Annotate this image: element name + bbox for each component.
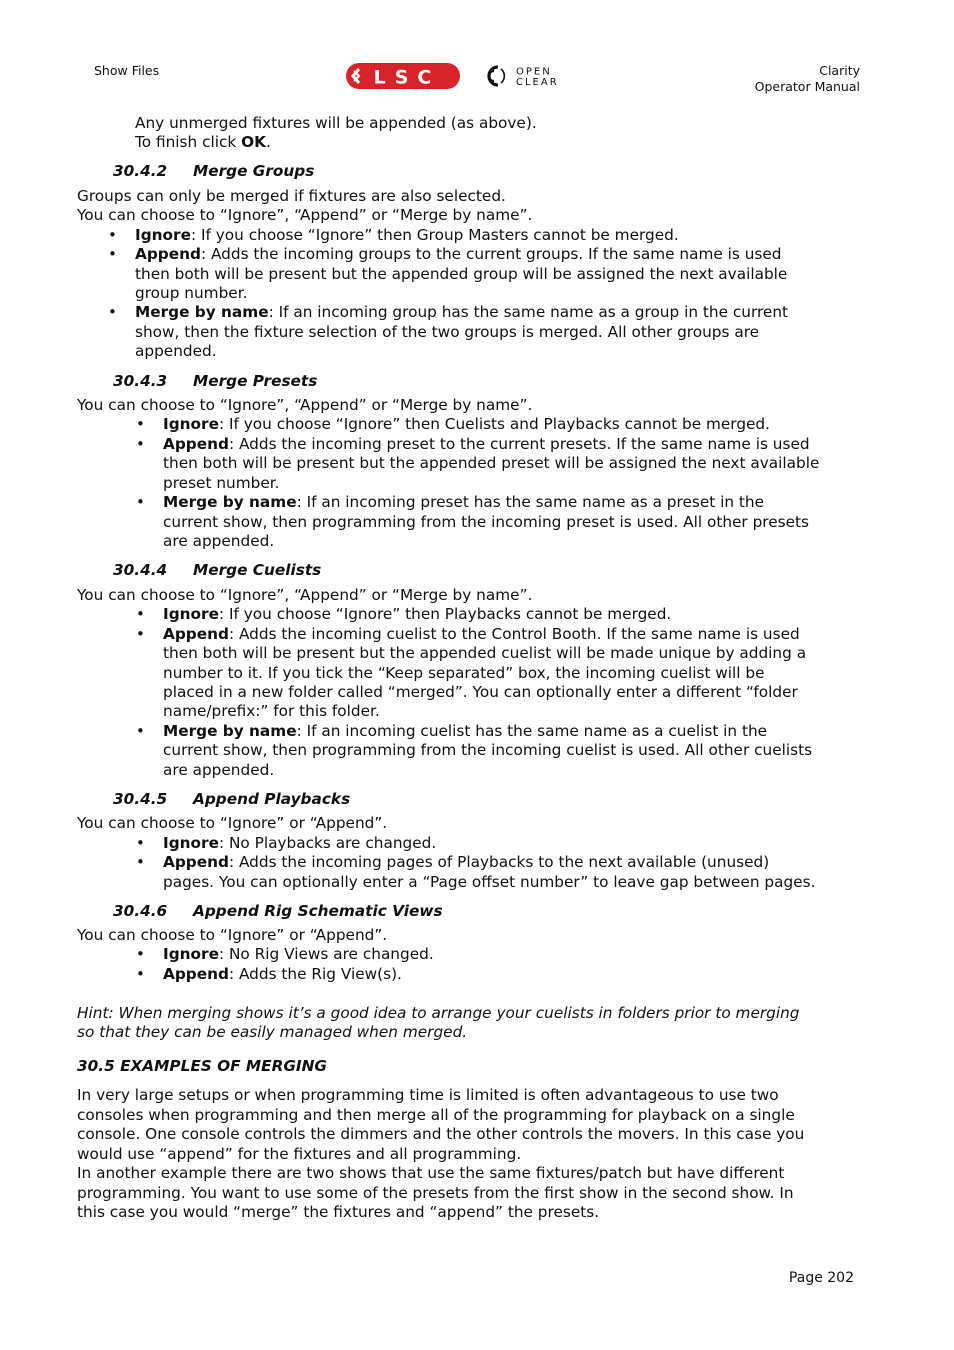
section-heading-examples-of-merging: 30.5 EXAMPLES OF MERGING [77,1057,327,1075]
list-item-continuation: then both will be present but the appended preset will be assigned the next available [163,454,820,472]
list-item-continuation: then both will be present but the appended group will be assigned the next available [135,265,788,283]
paragraph: programming. You want to use some of the presets from the first show in the second show. In [77,1184,794,1202]
section-heading-merge-presets: 30.4.3 Merge Presets [113,372,318,390]
section-heading-append-playbacks: 30.4.5 Append Playbacks [113,790,351,808]
list-item: Ignore: No Playbacks are changed. [163,834,437,852]
list-item: Ignore: If you choose “Ignore” then Cuelists and Playbacks cannot be merged. [163,415,771,433]
bullet-icon: • [136,722,145,740]
intro-line-2: To finish click OK. [135,133,271,151]
list-item-continuation: are appended. [163,532,275,550]
lsc-logo [345,62,461,90]
paragraph: consoles when programming and then merge all of the programming for playback on a single [77,1106,795,1124]
lsc-logo-text: LSC [373,66,441,89]
paragraph: console. One console controls the dimmers and the other controls the movers. In this case you [77,1125,805,1143]
bullet-icon: • [136,945,145,963]
section-heading-merge-cuelists: 30.4.4 Merge Cuelists [113,561,322,579]
header-section-title: Show Files [94,63,160,78]
list-item: Ignore: If you choose “Ignore” then Playbacks cannot be merged. [163,605,672,623]
list-item: Append: Adds the incoming cuelist to the Control Booth. If the same name is used [163,625,800,643]
bullet-icon: • [136,834,145,852]
list-item-continuation: are appended. [163,761,275,779]
bullet-icon: • [108,226,117,244]
list-item: Append: Adds the incoming groups to the current groups. If the same name is used [135,245,782,263]
paragraph: this case you would “merge” the fixtures and “append” the presets. [77,1203,600,1221]
bullet-icon: • [136,853,145,871]
paragraph: You can choose to “Ignore” or “Append”. [77,926,388,944]
paragraph: In very large setups or when programming time is limited is often advantageous to use two [77,1086,779,1104]
bullet-icon: • [136,415,145,433]
bullet-icon: • [136,493,145,511]
list-item-continuation: pages. You can optionally enter a “Page offset number” to leave gap between pages. [163,873,816,891]
list-item-continuation: current show, then programming from the incoming cuelist is used. All other cuelists [163,741,813,759]
header-manual: Operator Manual [754,79,860,94]
open-logo-text: OPEN [516,66,552,78]
hint-line-2: so that they can be easily managed when merged. [77,1023,468,1041]
paragraph: You can choose to “Ignore”, “Append” or “Merge by name”. [77,586,533,604]
list-item-continuation: preset number. [163,474,280,492]
list-item: Merge by name: If an incoming preset has the same name as a preset in the [163,493,765,511]
list-item-continuation: group number. [135,284,248,302]
bullet-icon: • [136,625,145,643]
list-item-continuation: show, then the fixture selection of the two groups is merged. All other groups are [135,323,760,341]
open-clear-logo [482,64,578,88]
bullet-icon: • [108,245,117,263]
paragraph: In another example there are two shows that use the same fixtures/patch but have different [77,1164,785,1182]
page-number: Page 202 [788,1270,854,1286]
ok-label: OK [241,133,266,151]
list-item: Ignore: If you choose “Ignore” then Group Masters cannot be merged. [135,226,679,244]
paragraph: You can choose to “Ignore” or “Append”. [77,814,388,832]
paragraph: would use “append” for the fixtures and all programming. [77,1145,522,1163]
list-item: Ignore: No Rig Views are changed. [163,945,434,963]
list-item-continuation: appended. [135,342,217,360]
bullet-icon: • [136,435,145,453]
header-product: Clarity [819,63,860,78]
header-manual-title [755,63,860,95]
bullet-icon: • [136,605,145,623]
list-item: Merge by name: If an incoming cuelist has the same name as a cuelist in the [163,722,768,740]
bullet-icon: • [108,303,117,321]
list-item-continuation: then both will be present but the appended cuelist will be made unique by adding a [163,644,807,662]
list-item-continuation: placed in a new folder called “merged”. You can optionally enter a different “folder [163,683,798,701]
list-item-continuation: number to it. If you tick the “Keep separated” box, the incoming cuelist will be [163,664,765,682]
bullet-icon: • [136,965,145,983]
list-item: Append: Adds the incoming pages of Playbacks to the next available (unused) [163,853,770,871]
paragraph: You can choose to “Ignore”, “Append” or “Merge by name”. [77,206,533,224]
section-heading-merge-groups: 30.4.2 Merge Groups [113,162,315,180]
section-heading-append-rig-views: 30.4.6 Append Rig Schematic Views [113,902,443,920]
paragraph: You can choose to “Ignore”, “Append” or “Merge by name”. [77,396,533,414]
intro-line-1: Any unmerged fixtures will be appended (as above). [135,114,537,132]
list-item-continuation: current show, then programming from the incoming preset is used. All other presets [163,513,810,531]
hint-line-1: Hint: When merging shows it’s a good idea to arrange your cuelists in folders prior to merging [77,1004,800,1022]
list-item: Append: Adds the Rig View(s). [163,965,402,983]
clear-logo-text: CLEAR [516,77,559,88]
list-item: Append: Adds the incoming preset to the current presets. If the same name is used [163,435,810,453]
list-item-continuation: name/prefix:” for this folder. [163,702,380,720]
paragraph: Groups can only be merged if fixtures are also selected. [77,187,506,205]
list-item: Merge by name: If an incoming group has the same name as a group in the current [135,303,789,321]
